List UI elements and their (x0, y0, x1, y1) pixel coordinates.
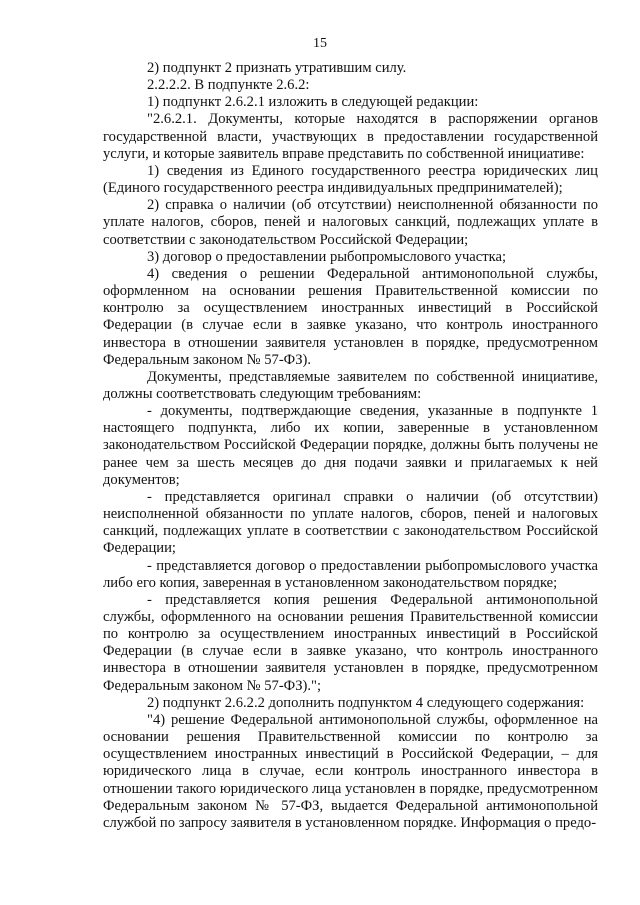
paragraph: - представляется копия решения Федеральной антимонопольной службы, оформленного на основании решения Правительственной комиссии по контролю за осуществлением иностранных инвестиций в Российской Федерации (в случае если в заявке указано, что контроль иностранного инвестора в отношении заявителя установлен в порядке, предусмотренном Федеральным законом № 57-ФЗ)."; (103, 591, 598, 694)
paragraph: "2.6.2.1. Документы, которые находятся в распоряжении органов государственной власти, участвующих в предоставлении государственной услуги, и которые заявитель вправе представить по собственной инициативе: (103, 111, 598, 162)
paragraph: 2.2.2.2. В подпункте 2.6.2: (147, 77, 310, 94)
paragraph: Документы, представляемые заявителем по собственной инициативе, должны соответствовать следующим требованиям: (103, 368, 598, 402)
paragraph: "4) решение Федеральной антимонопольной службы, оформленное на основании решения Правительственной комиссии по контролю за осуществлением иностранных инвестиций в Российской Федерации, – для юридического лица в случае, если контроль иностранного инвестора в отношении такого юридического лица установлен в порядке, предусмотренном Федеральным законом № 57-ФЗ, выдается Федеральной антимонопольной службой по запросу заявителя в установленном порядке. Информация о предо- (103, 711, 598, 831)
paragraph: - представляется договор о предоставлении рыбопромыслового участка либо его копия, заверенная в установленном законодательством порядке; (103, 557, 598, 591)
paragraph: 2) справка о наличии (об отсутствии) неисполненной обязанности по уплате налогов, сборов, пеней и налоговых санкций, подлежащих уплате в соответствии с законодательством Российской Федерации; (103, 197, 598, 248)
paragraph: 1) подпункт 2.6.2.1 изложить в следующей редакции: (147, 94, 479, 111)
paragraph: 4) сведения о решении Федеральной антимонопольной службы, оформленном на основании решения Правительственной комиссии по контролю за осуществлением иностранных инвестиций в Российской Федерации (в случае если в заявке указано, что контроль иностранного инвестора в отношении заявителя установлен в порядке, предусмотренном Федеральным законом № 57-ФЗ). (103, 265, 598, 368)
paragraph: - представляется оригинал справки о наличии (об отсутствии) неисполненной обязанности по уплате налогов, сборов, пеней и налоговых санкций, подлежащих уплате в соответствии с законодательством Российской Федерации; (103, 488, 598, 557)
paragraph: 2) подпункт 2.6.2.2 дополнить подпунктом 4 следующего содержания: (147, 694, 585, 711)
paragraph: 2) подпункт 2 признать утратившим силу. (147, 60, 407, 76)
page-number: 15 (313, 36, 327, 51)
document-body (103, 60, 598, 832)
paragraph: 3) договор о предоставлении рыбопромыслового участка; (147, 248, 507, 265)
paragraph: 1) сведения из Единого государственного реестра юридических лиц (Единого государственного реестра индивидуальных предпринимателей); (103, 162, 598, 197)
paragraph: - документы, подтверждающие сведения, указанные в подпункте 1 настоящего подпункта, либо их копии, заверенные в установленном законодательством Российской Федерации порядке, должны быть получены не ранее чем за шесть месяцев до дня подачи заявки и прилагаемых к ней документов; (103, 403, 598, 488)
